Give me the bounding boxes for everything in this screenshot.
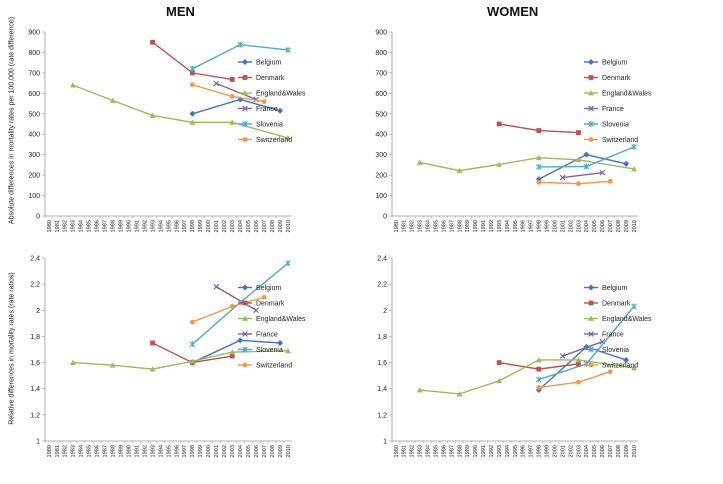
x-tick-label: 2010 [285,445,292,458]
x-tick-label: 1994 [158,445,165,458]
data-point-switzerland [262,295,267,300]
y-tick-label: 300 [28,152,40,160]
legend-label-england-wales: England&Wales [256,316,306,323]
x-tick-label: 2004 [238,220,245,233]
legend-item-england-wales [238,316,306,323]
x-tick-label: 2001 [214,445,221,458]
women-absolute-chart [375,30,652,233]
x-tick-label: 1998 [190,445,197,458]
legend-label-france: France [256,106,278,113]
x-tick-label: 1996 [174,220,181,233]
x-tick-label: 2007 [608,220,615,233]
x-tick-label: 1997 [528,445,535,458]
x-tick-label: 1990 [126,445,133,458]
x-tick-label: 2008 [615,445,622,458]
series-line-switzerland [539,181,610,183]
x-tick-label: 1986 [441,445,448,458]
x-tick-label: 1988 [457,220,464,233]
x-tick-label: 1980 [393,445,400,458]
legend-item-slovenia [584,347,629,354]
data-point-switzerland [190,320,195,325]
men-absolute-chart [28,30,306,233]
y-tick-label: 1 [36,438,40,446]
x-tick-label: 2006 [600,220,607,233]
x-tick-label: 1990 [473,445,480,458]
legend-label-belgium: Belgium [602,59,628,67]
x-tick-label: 2007 [608,445,615,458]
x-tick-label: 1996 [520,445,527,458]
legend-item-england-wales [584,316,652,323]
x-tick-label: 2005 [592,445,599,458]
x-tick-label: 1999 [198,445,205,458]
series-line-switzerland [192,297,264,322]
x-tick-label: 1997 [528,220,535,233]
legend-item-switzerland [584,137,638,144]
x-tick-label: 2005 [245,445,252,458]
series-france [560,170,604,180]
data-point-switzerland [230,94,235,99]
x-tick-label: 1988 [110,445,117,458]
y-tick-label: 200 [375,172,387,180]
x-tick-label: 1996 [174,445,181,458]
x-tick-label: 2005 [245,220,252,233]
x-tick-label: 1995 [512,220,519,233]
data-point-slovenia [286,260,291,266]
x-tick-label: 2004 [584,445,591,458]
y-axis-label-absolute: Absolute differences in mortality rates per 100,000 (rate difference) [8,16,16,225]
legend-label-england-wales: England&Wales [602,316,652,323]
men-header: MEN [166,4,195,19]
x-tick-label: 1984 [425,445,432,458]
x-tick-label: 2001 [214,220,221,233]
data-point-denmark [497,122,502,127]
y-tick-label: 1,6 [377,360,387,368]
legend-label-switzerland: Switzerland [602,362,639,370]
x-tick-label: 1983 [70,445,77,458]
legend-item-denmark [584,301,631,308]
x-tick-label: 2009 [277,220,284,233]
men-relative-chart [30,256,306,458]
x-tick-label: 1988 [457,445,464,458]
women-header: WOMEN [487,4,539,19]
data-point-denmark [230,77,235,82]
x-tick-label: 1989 [118,445,125,458]
data-point-belgium [277,340,283,346]
x-tick-label: 2003 [230,445,237,458]
legend-marker-denmark [589,75,594,80]
legend-label-france: France [602,106,624,113]
legend-item-slovenia [238,347,283,354]
data-point-switzerland [230,304,235,309]
x-tick-label: 1982 [409,445,416,458]
y-tick-label: 2,4 [30,255,40,263]
x-tick-label: 1988 [110,220,117,233]
x-tick-label: 1998 [190,220,197,233]
y-axis-label-relative: Relative differences in mortality rates (rate ratios) [8,272,16,425]
legend-label-switzerland: Switzerland [256,137,293,144]
x-tick-label: 1992 [488,220,495,233]
x-tick-label: 2000 [206,445,213,458]
data-point-france [214,284,219,289]
x-tick-label: 1985 [86,220,93,233]
legend-label-slovenia: Slovenia [602,121,629,129]
series-switzerland [536,179,612,186]
legend-item-slovenia [584,121,629,128]
x-tick-label: 1983 [417,445,424,458]
data-point-england-wales [70,82,76,87]
series-line-france [563,173,603,178]
x-tick-label: 1994 [504,220,511,233]
legend-marker-belgium [588,285,594,291]
legend-label-denmark: Denmark [602,75,631,82]
y-tick-label: 1,2 [30,412,40,420]
legend-item-france [584,106,624,113]
y-tick-label: 900 [375,29,387,37]
x-tick-label: 2004 [584,220,591,233]
legend-label-england-wales: England&Wales [602,90,652,98]
y-tick-label: 400 [375,131,387,139]
legend-label-france: France [256,331,278,339]
x-tick-label: 1991 [134,220,141,233]
series-slovenia [190,42,290,72]
x-tick-label: 1980 [393,220,400,233]
x-tick-label: 1989 [465,445,472,458]
y-tick-label: 1,6 [30,360,40,368]
x-tick-label: 2003 [576,220,583,233]
x-tick-label: 1984 [78,220,85,233]
data-point-switzerland [608,369,613,374]
x-tick-label: 1982 [62,220,69,233]
legend-marker-switzerland [589,137,594,142]
y-tick-label: 300 [375,152,387,160]
legend-item-belgium [584,59,627,67]
y-tick-label: 800 [375,49,387,57]
data-point-slovenia [632,303,637,309]
y-tick-label: 100 [28,193,40,201]
x-tick-label: 2006 [600,445,607,458]
x-tick-label: 1980 [46,220,53,233]
legend-marker-belgium [588,59,594,65]
y-tick-label: 2 [36,307,40,315]
data-point-denmark [150,40,155,45]
x-tick-label: 2009 [623,445,630,458]
legend-marker-denmark [589,301,594,306]
x-tick-label: 1991 [481,220,488,233]
x-tick-label: 1992 [142,445,149,458]
data-point-switzerland [608,179,613,184]
legend-marker-switzerland [589,363,594,368]
legend-marker-switzerland [243,137,248,142]
legend-label-slovenia: Slovenia [602,347,629,354]
x-tick-label: 2001 [560,220,567,233]
data-point-belgium [189,111,195,117]
data-point-denmark [536,367,541,372]
x-tick-label: 1990 [473,220,480,233]
x-tick-label: 1995 [166,220,173,233]
legend-marker-denmark [243,301,248,306]
legend-item-denmark [238,301,285,308]
x-tick-label: 1981 [54,445,61,458]
x-tick-label: 1987 [449,445,456,458]
x-tick-label: 1987 [102,445,109,458]
x-tick-label: 1992 [142,220,149,233]
x-tick-label: 2008 [269,445,276,458]
x-tick-label: 1995 [512,445,519,458]
legend-item-switzerland [238,137,292,144]
y-tick-label: 1,8 [30,333,40,341]
y-tick-label: 0 [383,213,387,221]
data-point-england-wales [496,378,502,383]
x-tick-label: 2010 [631,220,638,233]
x-tick-label: 2001 [560,445,567,458]
x-tick-label: 1999 [544,445,551,458]
x-tick-label: 2000 [552,445,559,458]
x-tick-label: 1997 [182,220,189,233]
women-relative-chart [377,256,652,458]
x-tick-label: 1989 [465,220,472,233]
x-tick-label: 1983 [417,220,424,233]
data-point-switzerland [190,82,195,87]
data-point-denmark [150,341,155,346]
data-point-belgium [623,161,629,167]
x-tick-label: 1982 [409,220,416,233]
legend-label-denmark: Denmark [256,300,285,308]
legend-marker-belgium [242,285,248,291]
x-tick-label: 2010 [285,220,292,233]
x-tick-label: 1992 [488,445,495,458]
y-tick-label: 400 [28,131,40,139]
data-point-switzerland [536,385,541,390]
y-tick-label: 100 [375,193,387,201]
legend-label-france: France [602,331,624,339]
x-tick-label: 2002 [222,220,229,233]
legend-item-belgium [584,285,627,293]
legend-label-belgium: Belgium [602,285,628,292]
x-tick-label: 2007 [261,220,268,233]
series-france [214,81,259,102]
y-tick-label: 1,4 [377,386,387,394]
legend-label-england-wales: England&Wales [256,90,306,98]
x-tick-label: 1993 [150,445,157,458]
data-point-denmark [576,130,581,135]
x-tick-label: 1982 [62,445,69,458]
x-tick-label: 1997 [182,445,189,458]
x-tick-label: 1986 [441,220,448,233]
x-tick-label: 1980 [46,445,53,458]
x-tick-label: 2006 [253,445,260,458]
x-tick-label: 1985 [86,445,93,458]
x-tick-label: 1999 [198,220,205,233]
data-point-switzerland [576,380,581,385]
legend-item-france [584,332,624,339]
legend-marker-denmark [243,75,248,80]
legend-item-belgium [238,285,281,293]
x-tick-label: 1999 [544,220,551,233]
legend-label-denmark: Denmark [602,300,631,308]
x-tick-label: 1993 [496,220,503,233]
x-tick-label: 1998 [536,220,543,233]
data-point-belgium [237,337,243,343]
data-point-switzerland [536,180,541,185]
legend-label-denmark: Denmark [256,75,285,82]
x-tick-label: 1995 [166,445,173,458]
x-tick-label: 1993 [496,445,503,458]
y-tick-label: 2 [383,307,387,315]
series-denmark [497,122,581,135]
legend-label-slovenia: Slovenia [256,121,283,129]
data-point-slovenia [190,341,195,347]
data-point-belgium [583,152,589,158]
legend-label-belgium: Belgium [256,59,282,67]
x-tick-label: 1991 [481,445,488,458]
x-tick-label: 2005 [592,220,599,233]
legend-item-switzerland [584,363,638,370]
x-tick-label: 1991 [134,445,141,458]
x-tick-label: 2009 [277,445,284,458]
x-tick-label: 1984 [425,220,432,233]
x-tick-label: 2008 [615,220,622,233]
x-tick-label: 1984 [78,445,85,458]
x-tick-label: 1987 [102,220,109,233]
legend-marker-belgium [242,59,248,65]
x-tick-label: 2000 [206,220,213,233]
y-tick-label: 0 [36,213,40,221]
y-tick-label: 2,2 [30,281,40,289]
x-tick-label: 2003 [576,445,583,458]
y-tick-label: 200 [28,172,40,180]
y-tick-label: 2,2 [377,281,387,289]
data-point-switzerland [576,181,581,186]
y-tick-label: 500 [375,111,387,119]
x-tick-label: 1981 [401,445,408,458]
legend-label-belgium: Belgium [256,285,282,292]
x-tick-label: 2000 [552,220,559,233]
legend-item-switzerland [238,363,292,370]
y-tick-label: 2,4 [377,255,387,263]
y-tick-label: 500 [28,111,40,119]
y-tick-label: 700 [375,70,387,78]
x-tick-label: 1996 [520,220,527,233]
x-tick-label: 2007 [261,445,268,458]
y-tick-label: 800 [28,49,40,57]
legend-item-england-wales [584,90,652,97]
y-tick-label: 1,8 [377,333,387,341]
data-point-switzerland [262,99,267,104]
x-tick-label: 2009 [623,220,630,233]
x-tick-label: 1987 [449,220,456,233]
data-point-slovenia [190,66,195,72]
series-denmark [150,40,234,82]
y-tick-label: 1 [383,438,387,446]
data-point-denmark [536,128,541,133]
legend-item-denmark [584,75,631,82]
x-tick-label: 1983 [70,220,77,233]
series-switzerland [536,369,612,389]
x-tick-label: 2002 [222,445,229,458]
x-tick-label: 1990 [126,220,133,233]
legend-item-france [238,332,278,339]
x-tick-label: 1993 [150,220,157,233]
x-tick-label: 1981 [54,220,61,233]
legend-item-france [238,106,278,113]
legend-item-belgium [238,59,281,67]
data-point-belgium [277,108,283,114]
legend-item-denmark [238,75,285,82]
x-tick-label: 1994 [504,445,511,458]
y-tick-label: 600 [28,90,40,98]
data-point-denmark [497,360,502,365]
legend-label-switzerland: Switzerland [256,362,293,370]
x-tick-label: 2008 [269,220,276,233]
x-tick-label: 2002 [568,445,575,458]
y-tick-label: 700 [28,70,40,78]
x-tick-label: 2002 [568,220,575,233]
x-tick-label: 1994 [158,220,165,233]
x-tick-label: 1986 [94,445,101,458]
data-point-france [254,308,259,313]
x-tick-label: 2004 [238,445,245,458]
y-tick-label: 1,2 [377,412,387,420]
x-tick-label: 1989 [118,220,125,233]
y-tick-label: 1,4 [30,386,40,394]
y-tick-label: 900 [28,29,40,37]
x-tick-label: 1985 [433,445,440,458]
x-tick-label: 2003 [230,220,237,233]
x-tick-label: 1998 [536,445,543,458]
x-tick-label: 2010 [631,445,638,458]
legend-marker-switzerland [243,363,248,368]
x-tick-label: 2006 [253,220,260,233]
legend-item-slovenia [238,121,283,128]
x-tick-label: 1986 [94,220,101,233]
series-france [214,284,259,312]
x-tick-label: 1981 [401,220,408,233]
legend-label-slovenia: Slovenia [256,347,283,354]
x-tick-label: 1985 [433,220,440,233]
legend-label-switzerland: Switzerland [602,137,639,144]
y-tick-label: 600 [375,90,387,98]
